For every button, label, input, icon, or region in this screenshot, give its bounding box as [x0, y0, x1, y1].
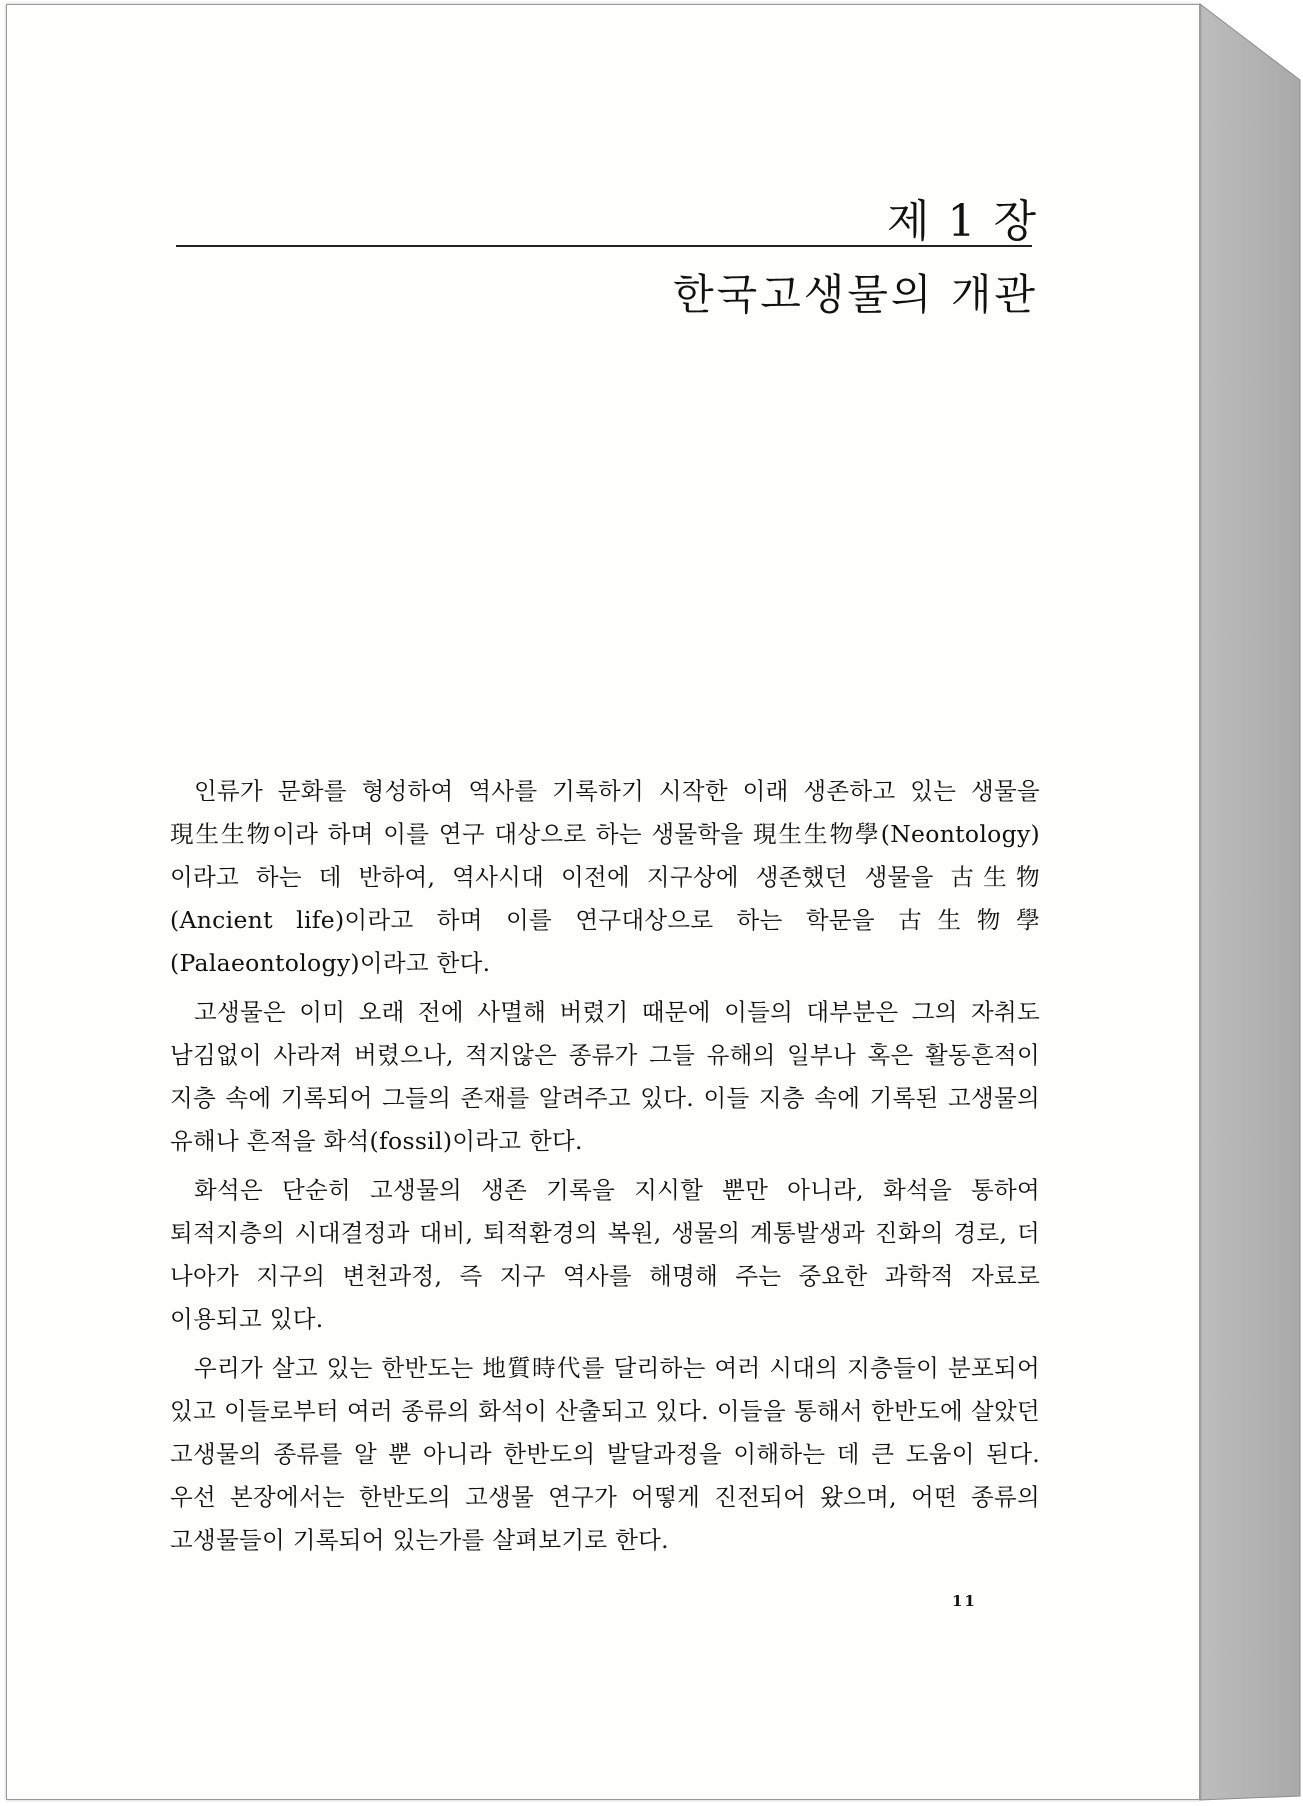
- paragraph-3: 화석은 단순히 고생물의 생존 기록을 지시할 뿐만 아니라, 화석을 통하여 퇴적지층의 시대결정과 대비, 퇴적환경의 복원, 생물의 계통발생과 진화의 경로, 더 나아가 지구의 변천과정, 즉 지구 역사를 해명해 주는 중요한 과학적 자료로 이용되고 있다.: [170, 1176, 1040, 1333]
- paragraph-4: 우리가 살고 있는 한반도는 地質時代를 달리하는 여러 시대의 지층들이 분포되어 있고 이들로부터 여러 종류의 화석이 산출되고 있다. 이들을 통해서 한반도에 살았던 고생물의 종류를 알 뿐 아니라 한반도의 발달과정을 이해하는 데 큰 도움이 된다. 우선 본장에서는 한반도의 고생물 연구가 어떻게 진전되어 왔으며, 어떤 종류의 고생물들이 기록되어 있는가를 살펴보기로 한다.: [170, 1354, 1040, 1554]
- page-number: 11: [952, 1592, 977, 1610]
- chapter-number: 제 1 장: [887, 196, 1038, 247]
- body-text: [170, 770, 1040, 1568]
- paragraph-1: 인류가 문화를 형성하여 역사를 기록하기 시작한 이래 생존하고 있는 생물을 現生生物이라 하며 이를 연구 대상으로 하는 생물학을 現生生物學(Neontology)이라고 하는 데 반하여, 역사시대 이전에 지구상에 생존했던 생물을 古生物(Ancient life)이라고 하며 이를 연구대상으로 하는 학문을 古生物學(Palaeontology)이라고 한다.: [170, 777, 1040, 977]
- chapter-rule: [176, 245, 1032, 247]
- chapter-title: 한국고생물의 개관: [673, 270, 1038, 319]
- paragraph-2: 고생물은 이미 오래 전에 사멸해 버렸기 때문에 이들의 대부분은 그의 자취도 남김없이 사라져 버렸으나, 적지않은 종류가 그들 유해의 일부나 혹은 활동흔적이 지층 속에 기록되어 그들의 존재를 알려주고 있다. 이들 지층 속에 기록된 고생물의 유해나 흔적을 화석(fossil)이라고 한다.: [170, 998, 1040, 1155]
